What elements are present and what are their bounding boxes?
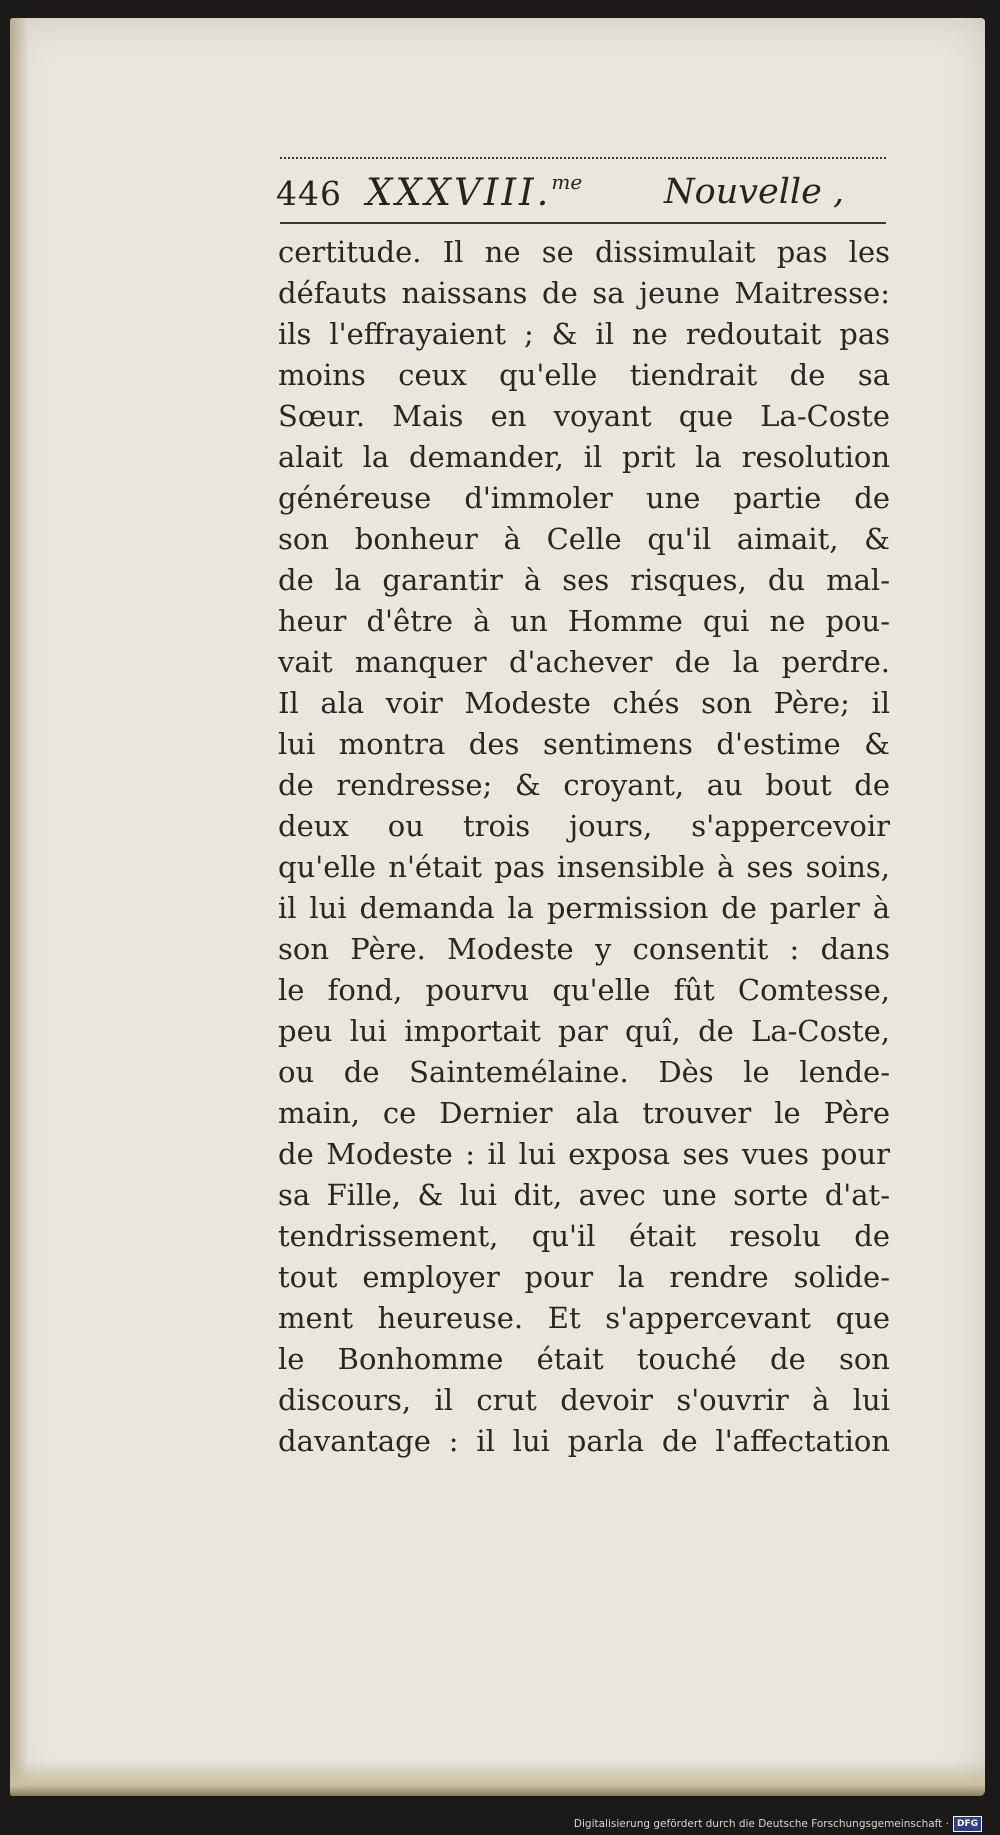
text-line: certitude. Il ne se dissimulait pas les [278,235,890,269]
header-rule-bottom [280,222,886,224]
text-line: généreuse d'immoler une partie de [278,481,890,515]
chapter-title [366,170,582,214]
text-line: le Bonhomme était touché de son [278,1342,890,1376]
text-line: le fond, pourvu qu'elle fût Comtesse, [278,973,890,1007]
text-line: deux ou trois jours, s'appercevoir [278,809,890,843]
digitization-credit [574,1815,982,1833]
dfg-logo: DFG [953,1816,982,1832]
text-line: moins ceux qu'elle tiendrait de sa [278,358,890,392]
text-line: tout employer pour la rendre solide- [278,1260,890,1294]
text-line: alait la demander, il prit la resolution [278,440,890,474]
page-bottom-edge [10,1760,985,1796]
chapter-subtitle: Nouvelle , [664,172,845,212]
text-line: ment heureuse. Et s'appercevant que [278,1301,890,1335]
chapter-numeral: XXXVIII. [366,171,552,214]
text-line: son bonheur à Celle qu'il aimait, & [278,522,890,556]
text-line: tendrissement, qu'il était resolu de [278,1219,890,1253]
credit-text: Digitalisierung gefördert durch die Deutsche Forschungsgemeinschaft · [573,1818,949,1830]
text-line: ils l'effrayaient ; & il ne redoutait pas [278,317,890,351]
chapter-numeral-suffix: me [551,170,583,194]
text-line: Il ala voir Modeste chés son Père; il [278,686,890,720]
text-line: Sœur. Mais en voyant que La-Coste [278,399,890,433]
text-line: ou de Saintemélaine. Dès le lende- [278,1055,890,1089]
text-line: de la garantir à ses risques, du mal- [278,563,890,597]
text-line: discours, il crut devoir s'ouvrir à lui [278,1383,890,1417]
text-line: lui montra des sentimens d'estime & [278,727,890,761]
header-rule-top [280,157,886,159]
text-line: heur d'être à un Homme qui ne pou- [278,604,890,638]
text-line: sa Fille, & lui dit, avec une sorte d'at- [278,1178,890,1212]
text-line: de Modeste : il lui exposa ses vues pour [278,1137,890,1171]
body-text [278,232,890,1462]
text-line: il lui demanda la permission de parler à [278,891,890,925]
text-line: son Père. Modeste y consentit : dans [278,932,890,966]
text-line: main, ce Dernier ala trouver le Père [278,1096,890,1130]
running-head [276,166,888,220]
text-line: qu'elle n'était pas insensible à ses soins, [278,850,890,884]
text-line: de rendresse; & croyant, au bout de [278,768,890,802]
text-line: défauts naissans de sa jeune Maitresse: [278,276,890,310]
text-line: vait manquer d'achever de la perdre. [278,645,890,679]
text-line: peu lui importait par quî, de La-Coste, [278,1014,890,1048]
text-line: davantage : il lui parla de l'affectation [278,1424,890,1458]
page-number: 446 [276,174,342,213]
